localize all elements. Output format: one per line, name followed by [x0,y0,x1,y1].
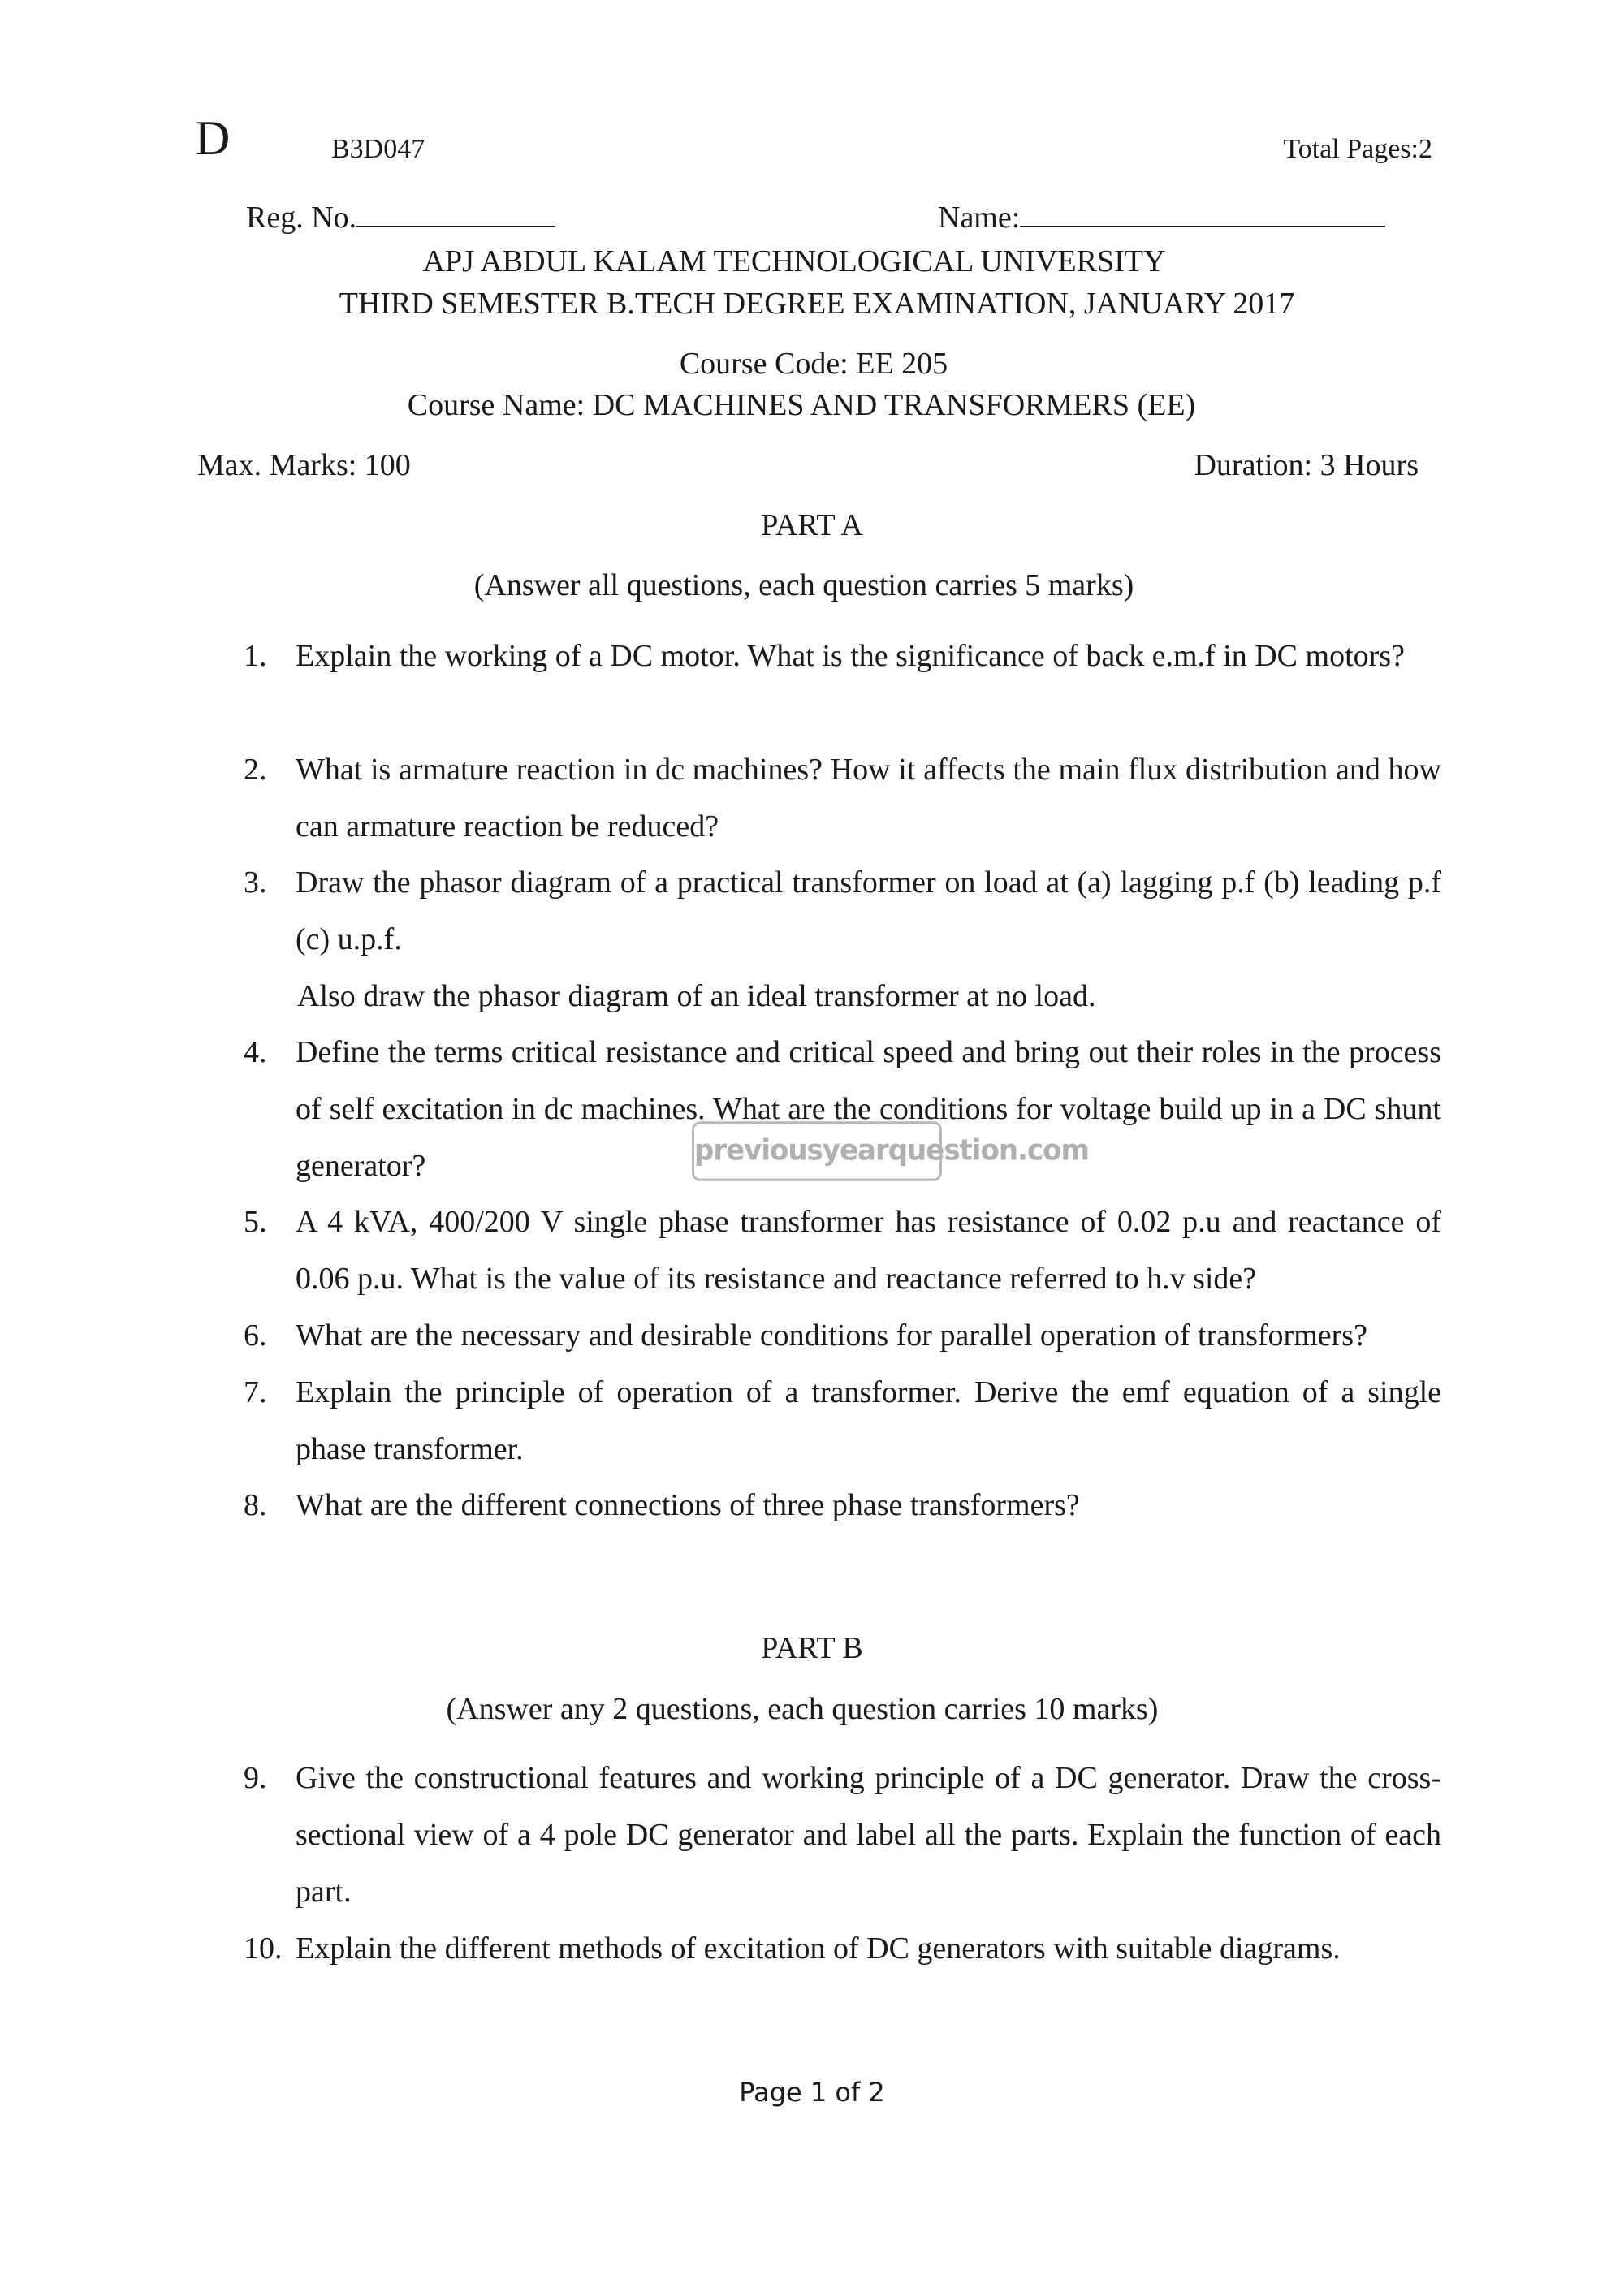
max-marks: Max. Marks: 100 [197,448,411,482]
question-number: 3. [244,865,267,900]
question-text: Draw the phasor diagram of a practical transformer on load at (a) lagging p.f (b) leading p.f (c) u.p.f. [296,865,1441,956]
question-text: A 4 kVA, 400/200 V single phase transformer has resistance of 0.02 p.u and reactance of 0.06 p.u. What is the value of its resistance and reactance referred to h.v side? [296,1205,1441,1296]
page-footer: Page 1 of 2 [739,2077,885,2108]
question-number: 8. [244,1488,267,1522]
question-text: What are the different connections of three phase transformers? [296,1488,1080,1522]
series-letter: D [195,111,231,165]
question-text: What are the necessary and desirable conditions for parallel operation of transformers? [296,1318,1367,1353]
total-pages: Total Pages:2 [1283,134,1432,164]
course-name: Course Name: DC MACHINES AND TRANSFORMERS (EE) [407,388,1196,422]
exam-title: THIRD SEMESTER B.TECH DEGREE EXAMINATION, JANUARY 2017 [339,287,1295,321]
part-a-instruction: (Answer all questions, each question carries 5 marks) [473,568,1134,602]
question-1 [244,628,1441,684]
reg-no-field [246,200,555,235]
university-name: APJ ABDUL KALAM TECHNOLOGICAL UNIVERSITY [422,244,1166,278]
name-field [938,200,1385,235]
name-blank [1020,201,1385,227]
question-2 [244,741,1441,855]
question-7 [244,1364,1441,1478]
question-text: Define the terms critical resistance and critical speed and bring out their roles in the process of self excitation in dc machines. What are the conditions for voltage build up in a DC shunt generator? [296,1035,1441,1183]
question-text: Explain the principle of operation of a transformer. Derive the emf equation of a single phase transformer. [296,1375,1441,1466]
question-number: 4. [244,1035,267,1069]
question-9 [244,1750,1441,1920]
question-10 [244,1920,1441,1977]
question-number: 7. [244,1375,267,1409]
question-8 [244,1477,1441,1534]
part-b-title: PART B [761,1631,863,1665]
question-text: Explain the different methods of excitation of DC generators with suitable diagrams. [296,1931,1341,1966]
question-number: 2. [244,753,267,787]
question-number: 6. [244,1318,267,1353]
part-a-title: PART A [761,508,863,542]
question-subtext: Also draw the phasor diagram of an ideal transformer at no load. [297,979,1096,1013]
question-text: What is armature reaction in dc machines? How it affects the main flux distribution and how can armature reaction be reduced? [296,753,1441,844]
question-3 [244,854,1441,1025]
watermark-stamp: previousyearquestion.com [692,1121,942,1181]
question-number: 10. [244,1931,283,1966]
part-b-instruction: (Answer any 2 questions, each question carries 10 marks) [446,1692,1159,1726]
question-text: Give the constructional features and working principle of a DC generator. Draw the cross-sectional view of a 4 pole DC generator and label all the parts. Explain the function of each part. [296,1761,1441,1909]
question-number: 9. [244,1761,267,1795]
question-number: 5. [244,1205,267,1239]
question-6 [244,1307,1441,1364]
duration: Duration: 3 Hours [1194,448,1419,482]
course-code: Course Code: EE 205 [679,347,948,381]
question-text: Explain the working of a DC motor. What is the significance of back e.m.f in DC motors? [296,639,1405,673]
paper-code: B3D047 [331,134,425,164]
reg-no-label: Reg. No. [246,201,357,235]
question-number: 1. [244,639,267,673]
reg-no-blank [356,201,555,227]
name-label: Name: [938,201,1021,235]
question-5 [244,1193,1441,1307]
